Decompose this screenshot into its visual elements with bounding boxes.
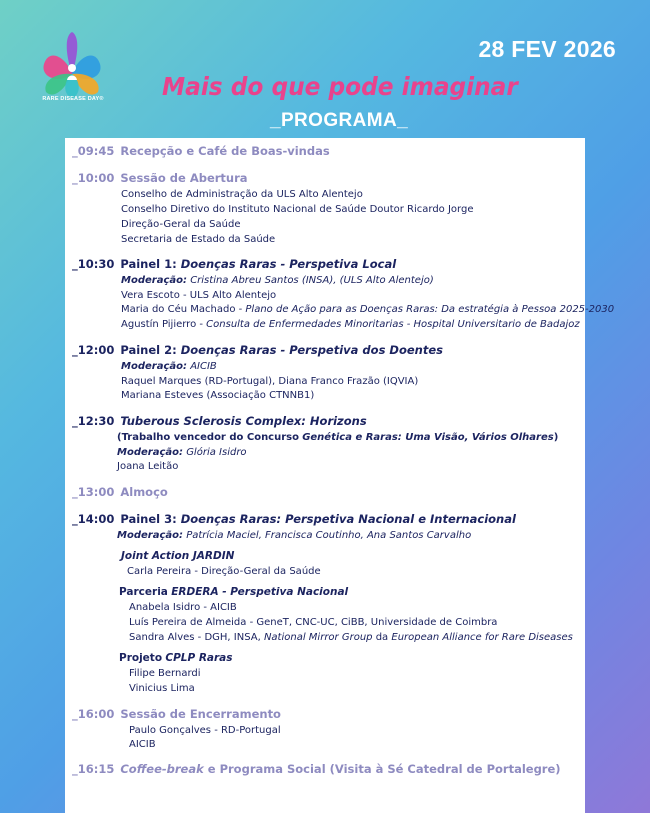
list-item: Vinicius Lima (129, 683, 195, 694)
session-title-prefix: Painel 1: (120, 257, 177, 271)
award-prefix: (Trabalho vencedor do Concurso (117, 432, 299, 443)
award-line (117, 431, 558, 444)
session-title: e Programa Social (Visita à Sé Catedral de Portalegre) (207, 762, 561, 776)
moderation-label: Moderação: (121, 275, 187, 286)
list-item: Vera Escoto - ULS Alto Alentejo (121, 290, 277, 301)
moderation-names: AICIB (190, 361, 217, 372)
session-time: _16:00 (72, 707, 115, 721)
moderation-line (117, 446, 247, 459)
session-time: _10:00 (72, 171, 115, 185)
list-item: Anabela Isidro - AICIB (129, 602, 237, 613)
talk-title: Consulta de Enfermedades Minoritarias - Hospital Universitario de Badajoz (206, 319, 580, 330)
session-title: Tuberous Sclerosis Complex: Horizons (120, 414, 367, 428)
connector: da (375, 632, 389, 643)
speaker-name: Agustín Pijierro - (121, 319, 207, 330)
moderation-label: Moderação: (121, 361, 187, 372)
session-title: Sessão de Encerramento (120, 707, 281, 721)
list-item: Luís Pereira de Almeida - GeneT, CNC-UC, CiBB, Universidade de Coimbra (129, 617, 498, 628)
speaker-name: Sandra Alves - DGH, INSA, (129, 632, 261, 643)
session-time: _13:00 (72, 485, 115, 499)
session-1400 (72, 513, 516, 526)
list-item: Joana Leitão (117, 461, 179, 472)
session-title-italic: Coffee-break (120, 762, 204, 776)
subsection-title: ERDERA - Perspetiva Nacional (171, 586, 349, 598)
session-title-prefix: Painel 3: (120, 512, 177, 526)
moderation-names: Patrícia Maciel, Francisca Coutinho, Ana Santos Carvalho (186, 530, 472, 541)
session-time: _12:00 (72, 343, 115, 357)
rare-disease-day-logo (40, 28, 104, 106)
session-time: _14:00 (72, 512, 115, 526)
moderation-line (117, 529, 471, 542)
award-suffix: ) (553, 432, 559, 443)
list-item: Raquel Marques (RD-Portugal), Diana Franco Frazão (IQVIA) (121, 376, 419, 387)
list-item: Carla Pereira - Direção-Geral da Saúde (127, 566, 321, 577)
subsection-prefix: Parceria (119, 586, 168, 598)
list-item: Conselho Diretivo do Instituto Nacional de Saúde Doutor Ricardo Jorge (121, 204, 474, 215)
moderation-line (121, 274, 434, 287)
list-item: Filipe Bernardi (129, 668, 201, 679)
moderation-label: Moderação: (117, 447, 183, 458)
session-1300 (72, 486, 168, 499)
session-1000 (72, 172, 248, 185)
moderation-line (121, 360, 217, 373)
list-item: Conselho de Administração da ULS Alto Alentejo (121, 189, 363, 200)
program-title: _PROGRAMA_ (270, 110, 409, 131)
session-1200 (72, 344, 443, 357)
list-item: Paulo Gonçalves - RD-Portugal (129, 725, 281, 736)
session-title: Recepção e Café de Boas-vindas (120, 144, 330, 158)
alliance-name: European Alliance for Rare Diseases (391, 632, 573, 643)
session-title: Doenças Raras - Perspetiva Local (180, 257, 397, 271)
session-time: _09:45 (72, 144, 115, 158)
session-title: Sessão de Abertura (120, 171, 248, 185)
session-0945 (72, 145, 330, 158)
moderation-names: Cristina Abreu Santos (INSA), (ULS Alto Alentejo) (190, 275, 434, 286)
session-time: _10:30 (72, 257, 115, 271)
session-time: _16:15 (72, 762, 115, 776)
list-item: AICIB (129, 739, 156, 750)
subsection-erdera (119, 586, 348, 599)
group-name: National Mirror Group (263, 632, 373, 643)
list-item (121, 303, 614, 316)
session-1600 (72, 708, 281, 721)
subsection-cplp (119, 652, 233, 665)
talk-title: Plano de Ação para as Doenças Raras: Da estratégia à Pessoa 2025-2030 (245, 304, 615, 315)
session-1230 (72, 415, 367, 428)
session-time: _12:30 (72, 414, 115, 428)
session-1030 (72, 258, 396, 271)
moderation-names: Glória Isidro (186, 447, 247, 458)
logo-text: RARE DISEASE DAY® (42, 96, 104, 102)
list-item: Mariana Esteves (Associação CTNNB1) (121, 390, 315, 401)
slogan: Mais do que pode imaginar (162, 72, 518, 101)
subsection-jardin: Joint Action JARDIN (121, 550, 235, 562)
award-title: Genética e Raras: Uma Visão, Vários Olhares (302, 432, 554, 443)
subsection-title: CPLP Raras (165, 652, 233, 664)
list-item (129, 631, 573, 644)
session-title: Almoço (120, 485, 168, 499)
session-title: Doenças Raras: Perspetiva Nacional e Internacional (180, 512, 516, 526)
session-title-prefix: Painel 2: (120, 343, 177, 357)
list-item (121, 318, 580, 331)
speaker-name: Maria do Céu Machado - (121, 304, 246, 315)
subsection-prefix: Projeto (119, 652, 163, 664)
event-date: 28 FEV 2026 (478, 36, 616, 62)
session-1615 (72, 763, 561, 776)
moderation-label: Moderação: (117, 530, 183, 541)
session-title: Doenças Raras - Perspetiva dos Doentes (180, 343, 443, 357)
list-item: Direção-Geral da Saúde (121, 219, 241, 230)
list-item: Secretaria de Estado da Saúde (121, 234, 276, 245)
